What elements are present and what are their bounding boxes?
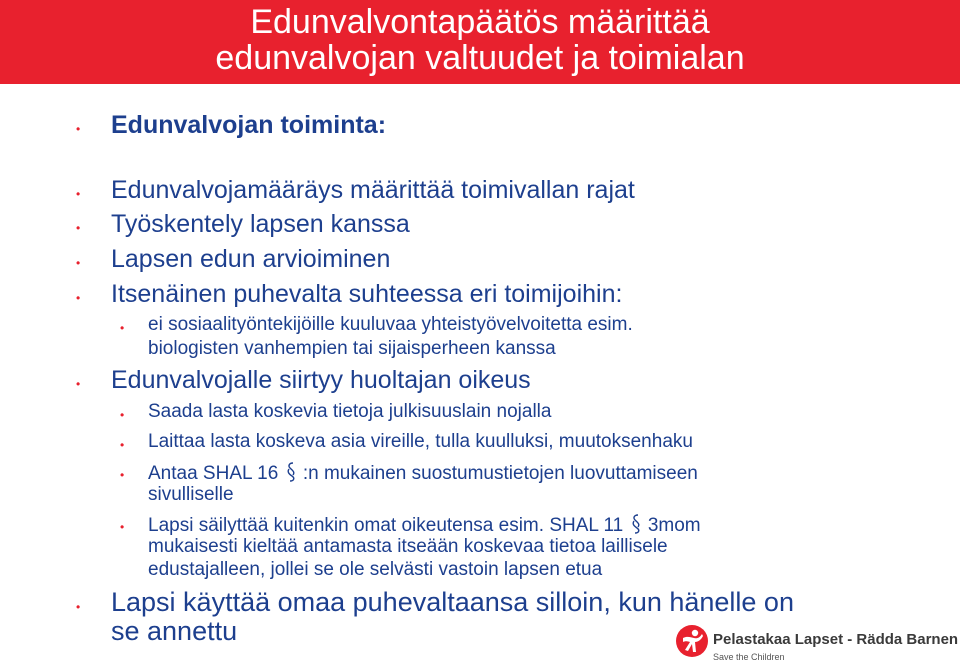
organization-logo xyxy=(675,622,960,665)
list-item: Edunvalvojamääräys määrittää toimivallan rajat xyxy=(111,176,635,204)
logo-text: Pelastakaa Lapset - Rädda Barnen xyxy=(713,631,959,648)
save-the-children-logo-icon xyxy=(675,624,709,658)
sub-list-item: Laittaa lasta koskeva asia vireille, tulla kuulluksi, muutoksenhaku xyxy=(148,431,693,452)
sub-list-item xyxy=(148,461,698,485)
sub-list-item xyxy=(148,513,701,537)
list-item: Edunvalvojalle siirtyy huoltajan oikeus xyxy=(111,366,531,394)
slide-title-line-1: Edunvalvontapäätös määrittää xyxy=(250,3,710,41)
bullet: • xyxy=(76,600,81,614)
bullet: • xyxy=(120,520,125,534)
bullet: • xyxy=(76,221,81,235)
section-sign-icon xyxy=(284,461,298,483)
list-item: Lapsi käyttää omaa puhevaltaansa silloin, kun hänelle on xyxy=(111,587,794,617)
text-part: Antaa SHAL 16 xyxy=(148,463,279,484)
bullet: • xyxy=(76,256,81,270)
sub-list-item: ei sosiaalityöntekijöille kuuluvaa yhteistyövelvoitetta esim. xyxy=(148,314,633,335)
sub-list-item-cont: biologisten vanhempien tai sijaisperheen kanssa xyxy=(148,338,556,359)
list-item: Lapsen edun arvioiminen xyxy=(111,245,391,273)
bullet: • xyxy=(120,438,125,452)
text-part: 3mom xyxy=(647,515,701,536)
bullet: • xyxy=(76,122,81,136)
bullet: • xyxy=(76,187,81,201)
text-part: Lapsi säilyttää kuitenkin omat oikeutensa esim. SHAL 11 xyxy=(148,515,624,536)
sub-list-item-cont: sivulliselle xyxy=(148,484,234,505)
section-sign-icon xyxy=(629,513,643,535)
section-heading: Edunvalvojan toiminta: xyxy=(111,111,387,139)
bullet: • xyxy=(120,321,125,335)
logo-subtitle: Save the Children xyxy=(713,652,785,662)
sub-list-item-cont: edustajalleen, jollei se ole selvästi vastoin lapsen etua xyxy=(148,559,603,580)
sub-list-item: Saada lasta koskevia tietoja julkisuuslain nojalla xyxy=(148,401,552,422)
text-part: :n mukainen suostumustietojen luovuttamiseen xyxy=(302,463,698,484)
slide-title-line-2: edunvalvojan valtuudet ja toimialan xyxy=(215,39,745,77)
title-bar xyxy=(0,0,960,84)
bullet: • xyxy=(76,291,81,305)
bullet: • xyxy=(120,408,125,422)
list-item: Työskentely lapsen kanssa xyxy=(111,210,410,238)
bullet: • xyxy=(76,377,81,391)
sub-list-item-cont: mukaisesti kieltää antamasta itseään koskevaa tietoa laillisele xyxy=(148,536,668,557)
bullet: • xyxy=(120,468,125,482)
list-item: Itsenäinen puhevalta suhteessa eri toimijoihin: xyxy=(111,280,623,308)
list-item-cont: se annettu xyxy=(111,616,238,646)
